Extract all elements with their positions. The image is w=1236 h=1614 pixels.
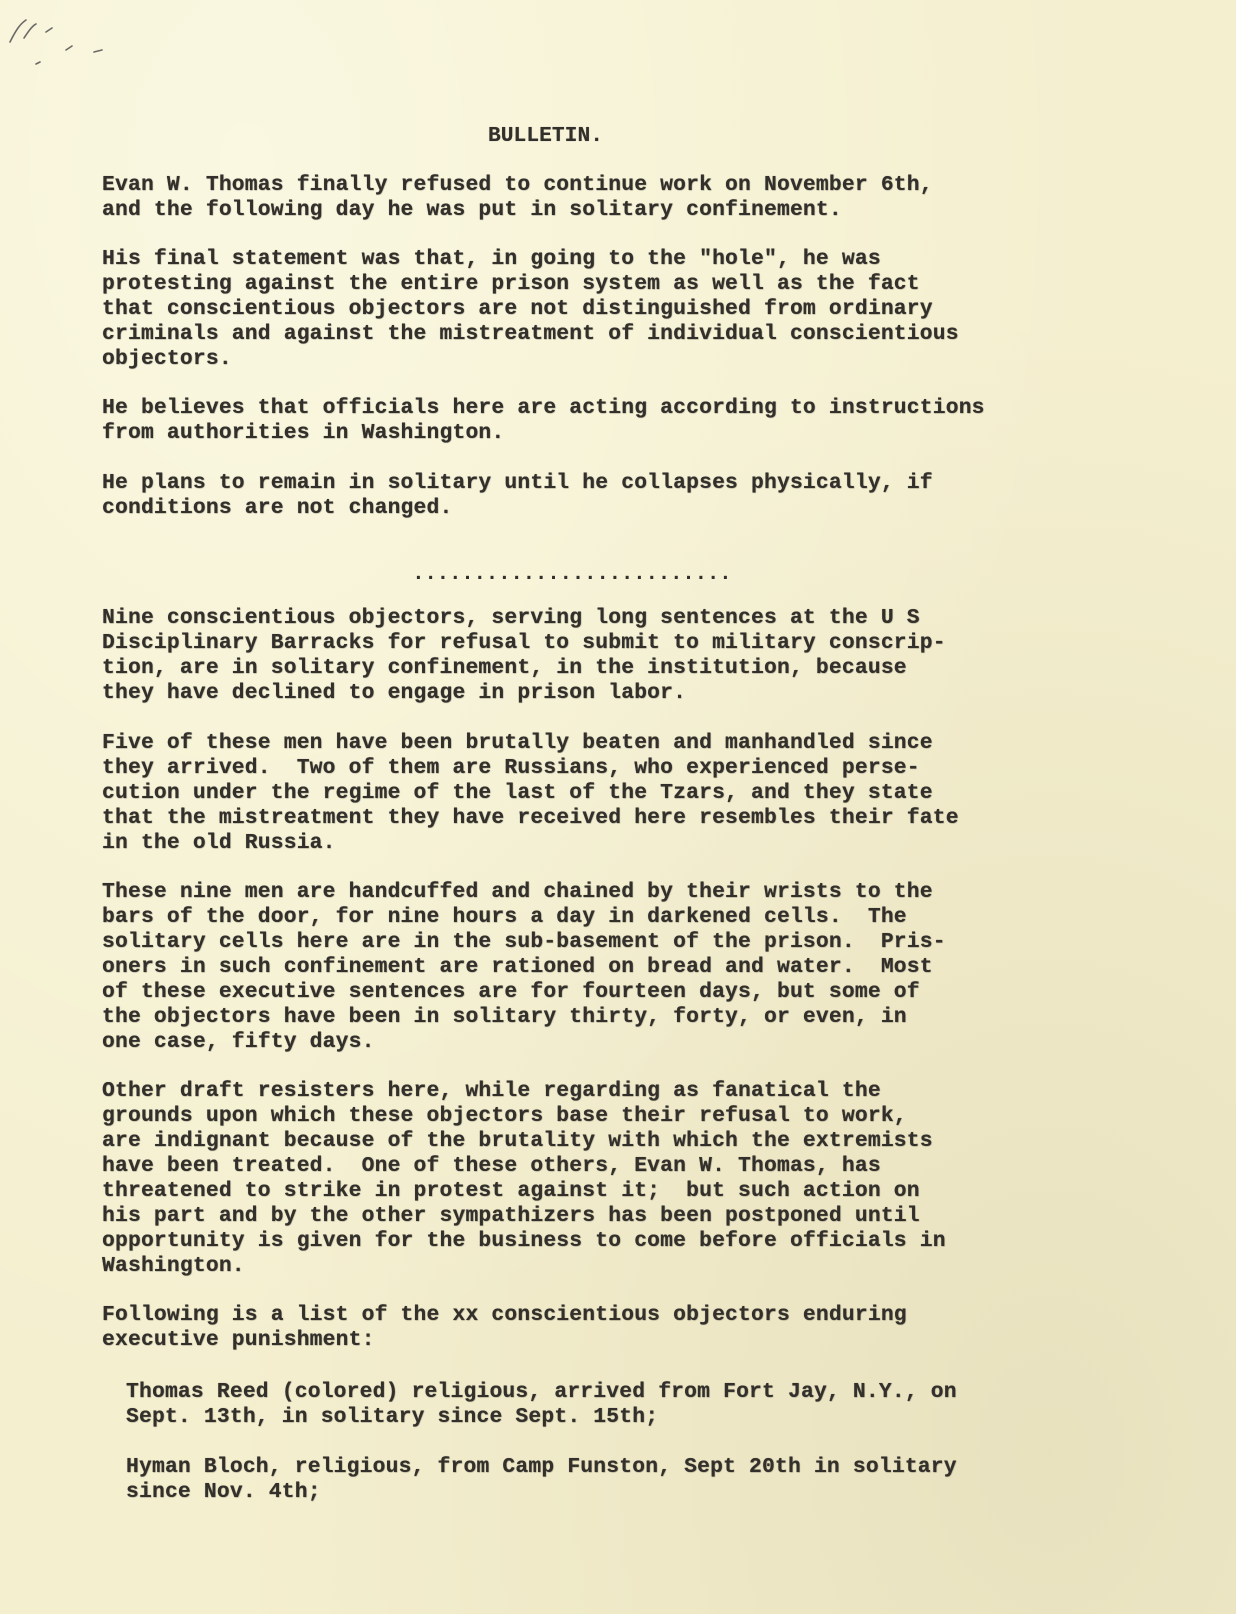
section-separator: .......................... [412,562,732,586]
paragraph-7: These nine men are handcuffed and chained by their wrists to the bars of the door, for nine hours a day in darkened cells. The solitary cells here are in the sub-basement of the prison. Pris- oners in such confinement are rationed on bread and water. Most of these executive sentences are for fourteen days, but some of the objectors have been in solitary thirty, forty, or even, in one case, fifty days. [102,880,946,1054]
list-item: Hyman Bloch, religious, from Camp Funston, Sept 20th in solitary since Nov. 4th; [126,1455,957,1504]
pencil-mark-icon [6,12,116,82]
paragraph-1: Evan W. Thomas finally refused to continue work on November 6th, and the following day he was put in solitary confinement. [102,173,933,222]
page-title: BULLETIN. [488,124,604,148]
list-item: Thomas Reed (colored) religious, arrived from Fort Jay, N.Y., on Sept. 13th, in solitary since Sept. 15th; [126,1380,957,1429]
paragraph-4: He plans to remain in solitary until he collapses physically, if conditions are not changed. [102,471,933,520]
paragraph-3: He believes that officials here are acting according to instructions from authorities in Washington. [102,396,985,445]
paragraph-6: Five of these men have been brutally beaten and manhandled since they arrived. Two of them are Russians, who experienced perse- cution under the regime of the last of the Tzars, and they state that the mistreatment they have received here resembles their fate in the old Russia. [102,731,959,855]
paragraph-8: Other draft resisters here, while regarding as fanatical the grounds upon which these objectors base their refusal to work, are indignant because of the brutality with which the extremists have been treated. One of these others, Evan W. Thomas, has threatened to strike in protest against it; but such action on his part and by the other sympathizers has been postponed until opportunity is given for the business to come before officials in Washington. [102,1079,946,1278]
paragraph-2: His final statement was that, in going to the "hole", he was protesting against the entire prison system as well as the fact that conscientious objectors are not distinguished from ordinary criminals and against the mistreatment of individual conscientious objectors. [102,247,959,371]
paragraph-5: Nine conscientious objectors, serving long sentences at the U S Disciplinary Barracks for refusal to submit to military conscrip- tion, are in solitary confinement, in the institution, because they have declined to engage in prison labor. [102,606,946,705]
paragraph-9: Following is a list of the xx conscientious objectors enduring executive punishment: [102,1303,907,1352]
